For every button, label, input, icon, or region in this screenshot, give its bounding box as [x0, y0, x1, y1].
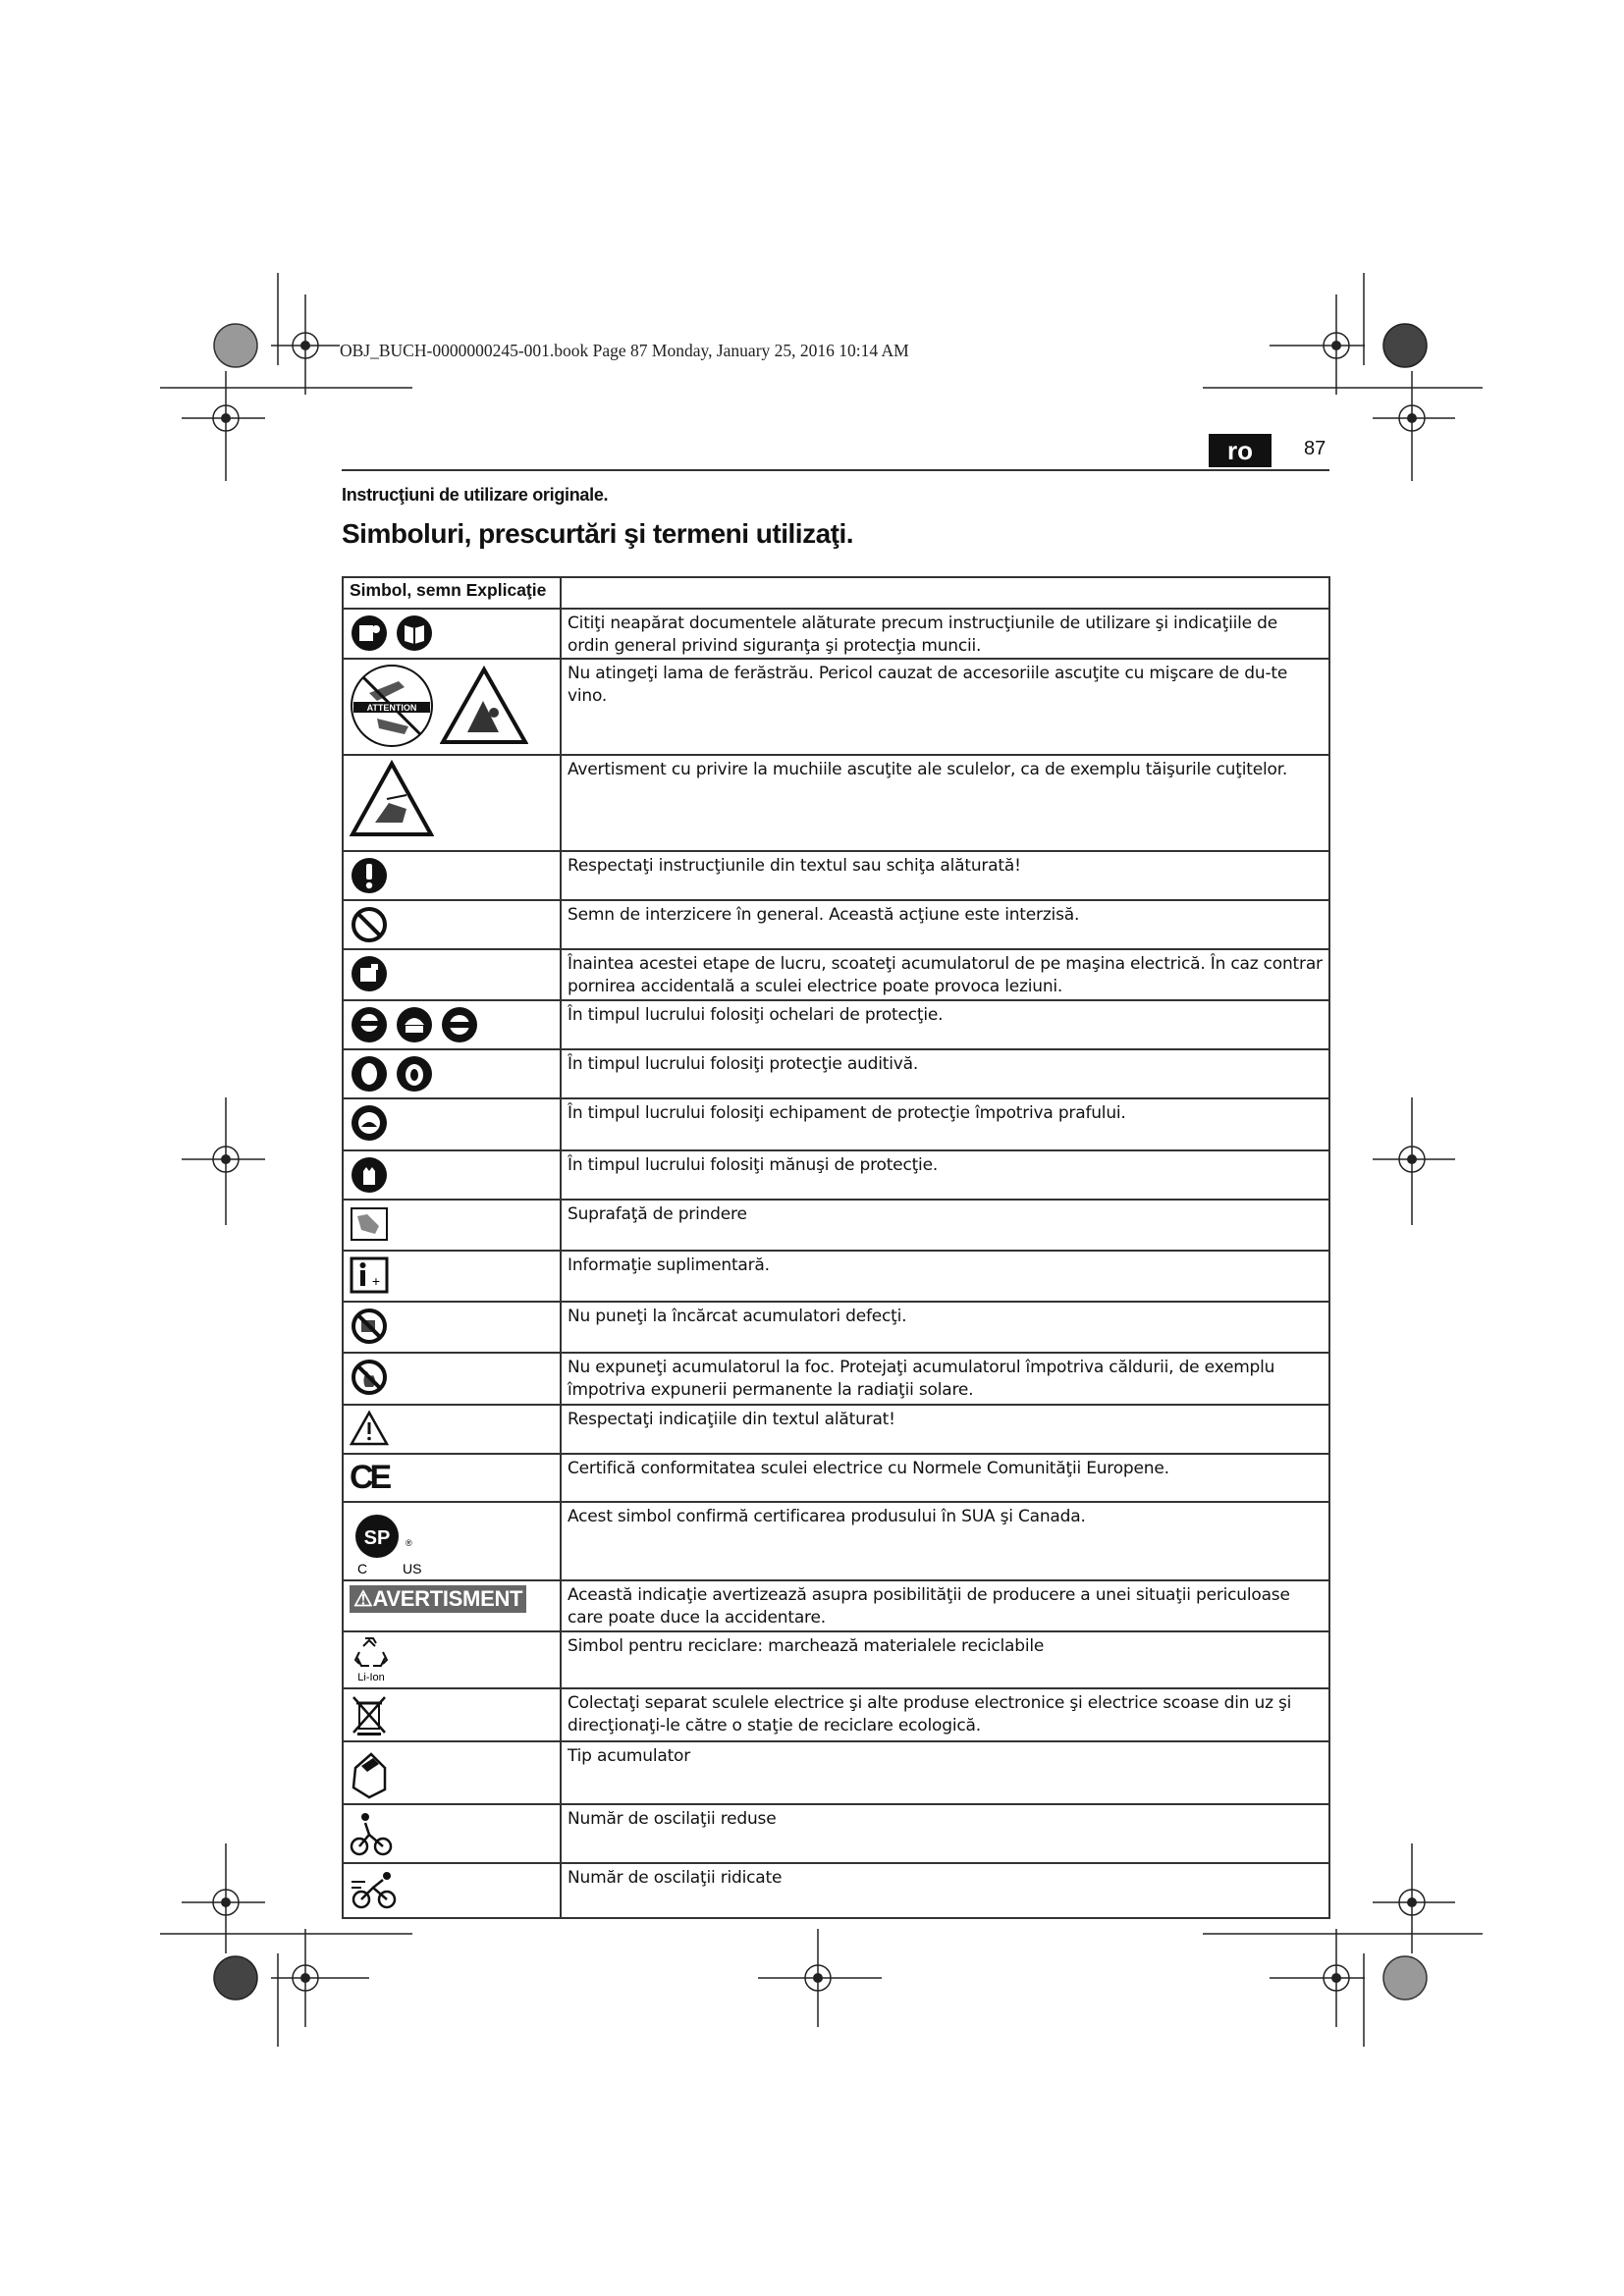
row-text: Înaintea acestei etape de lucru, scoateţi acumulatorul de pe maşina electrică. În caz contrar pornirea accidentală a sculei electrice poate provoca leziuni.	[568, 954, 1323, 996]
svg-text:SP: SP	[363, 1527, 391, 1549]
csa-mark-icon	[350, 1507, 438, 1575]
sharp-edges-warning-icon	[350, 760, 434, 838]
ear-protection-icon	[350, 1054, 389, 1094]
table-row	[343, 1049, 1329, 1098]
header-col2	[561, 577, 1329, 609]
row-text: Acest simbol confirmă certificarea produsului în SUA şi Canada.	[568, 1507, 1086, 1526]
table-row	[343, 1631, 1329, 1688]
table-row	[343, 1251, 1329, 1302]
table-row	[343, 659, 1329, 755]
table-row	[343, 1804, 1329, 1863]
table-row	[343, 755, 1329, 851]
eye-protection-icon	[350, 1005, 389, 1044]
table-row	[343, 1302, 1329, 1353]
row-text: Informaţie suplimentară.	[568, 1255, 770, 1275]
row-text: În timpul lucrului folosiţi echipament de protecţie împotriva prafului.	[568, 1103, 1126, 1123]
row-text: Simbol pentru reciclare: marchează materialele reciclabile	[568, 1636, 1045, 1656]
header-col1: Simbol, semn Explicaţie	[343, 577, 561, 609]
crossed-bin-icon	[350, 1693, 389, 1736]
row-text: Această indicaţie avertizează asupra posibilităţii de producere a unei situaţii periculoase care poate duce la accidentare.	[568, 1585, 1290, 1628]
row-text: Colectaţi separat sculele electrice şi alte produse electronice şi electrice scoase din uz şi direcţionaţi-le către o staţie de reciclare ecologică.	[568, 1693, 1292, 1735]
table-row	[343, 1150, 1329, 1200]
table-row	[343, 1454, 1329, 1502]
row-text: Nu puneţi la încărcat acumulatori defecţi.	[568, 1307, 907, 1326]
table-row	[343, 1580, 1329, 1631]
csa-c-label: C	[357, 1561, 368, 1575]
read-manual-icon	[350, 614, 389, 653]
table-row	[343, 1200, 1329, 1251]
row-text: Semn de interzicere în general. Această acţiune este interzisă.	[568, 905, 1080, 925]
table-row	[343, 609, 1329, 659]
table-row	[343, 949, 1329, 1000]
sharp-accessory-warning-icon	[440, 666, 528, 746]
avertisment-label-text: AVERTISMENT	[372, 1586, 523, 1611]
header-rule	[342, 469, 1329, 471]
symbols-table	[342, 576, 1330, 1919]
remove-battery-icon	[350, 954, 389, 993]
row-text: Respectaţi instrucţiunile din textul sau schiţa alăturată!	[568, 856, 1021, 876]
row-text: Suprafaţă de prindere	[568, 1204, 747, 1224]
gripping-surface-icon	[350, 1204, 389, 1244]
row-text: Avertisment cu privire la muchiile ascuţite ale sculelor, ca de exemplu tăişurile cuţitelor.	[568, 760, 1288, 779]
table-row	[343, 1688, 1329, 1741]
table-header-row	[343, 577, 1329, 609]
table-row	[343, 1405, 1329, 1454]
mandatory-exclamation-icon	[350, 856, 389, 895]
attention-saw-blade-icon	[350, 664, 434, 748]
li-ion-label: Li-Ion	[357, 1672, 385, 1683]
row-text: Citiţi neapărat documentele alăturate precum instrucţiunile de utilizare şi indicaţiile de ordin general privind siguranţa şi protecţia muncii.	[568, 614, 1277, 656]
battery-pack-icon	[350, 1746, 389, 1799]
svg-text:+: +	[371, 1273, 381, 1289]
language-tab: ro	[1209, 434, 1272, 467]
info-plus-icon	[350, 1255, 389, 1295]
prohibition-icon	[350, 905, 389, 944]
dust-mask-icon	[350, 1103, 389, 1143]
table-row	[343, 1098, 1329, 1150]
row-text: Respectaţi indicaţiile din textul alăturat!	[568, 1410, 895, 1429]
slow-cyclist-icon	[350, 1809, 393, 1858]
csa-us-label: US	[403, 1561, 422, 1575]
row-text: În timpul lucrului folosiţi mănuşi de protecţie.	[568, 1155, 939, 1175]
table-row	[343, 1741, 1329, 1804]
goggles-icon	[440, 1005, 479, 1044]
helmet-visor-icon	[395, 1005, 434, 1044]
row-text: În timpul lucrului folosiţi ochelari de protecţie.	[568, 1005, 944, 1025]
table-row	[343, 851, 1329, 900]
no-fire-battery-icon	[350, 1358, 389, 1397]
row-text: În timpul lucrului folosiţi protecţie auditivă.	[568, 1054, 919, 1074]
table-row	[343, 900, 1329, 949]
table-row	[343, 1502, 1329, 1580]
gloves-icon	[350, 1155, 389, 1195]
fast-cyclist-icon	[350, 1868, 401, 1911]
earmuffs-icon	[395, 1054, 434, 1094]
page-number: 87	[1304, 438, 1326, 459]
file-header: OBJ_BUCH-0000000245-001.book Page 87 Monday, January 25, 2016 10:14 AM	[340, 341, 909, 360]
row-text: Număr de oscilaţii reduse	[568, 1809, 777, 1829]
table-row	[343, 1353, 1329, 1405]
no-charge-defective-icon	[350, 1307, 389, 1346]
table-row	[343, 1863, 1329, 1918]
svg-text:®: ®	[406, 1538, 412, 1548]
subtitle: Instrucţiuni de utilizare originale.	[342, 485, 609, 505]
attention-label: ATTENTION	[366, 703, 417, 713]
row-text: Nu atingeţi lama de ferăstrău. Pericol cauzat de accesoriile ascuţite cu mişcare de du-te vino.	[568, 664, 1288, 706]
page-title: Simboluri, prescurtări şi termeni utilizaţi.	[342, 518, 854, 549]
ce-mark-icon: CE	[350, 1459, 389, 1496]
row-text: Tip acumulator	[568, 1746, 691, 1766]
warning-triangle-icon	[350, 1410, 389, 1447]
recycling-li-ion-icon	[350, 1634, 393, 1683]
row-text: Certifică conformitatea sculei electrice cu Normele Comunităţii Europene.	[568, 1459, 1169, 1478]
row-text: Număr de oscilaţii ridicate	[568, 1868, 783, 1888]
row-text: Nu expuneţi acumulatorul la foc. Protejaţi acumulatorul împotriva căldurii, de exemplu împotriva expunerii permanente la radiaţii solare.	[568, 1358, 1275, 1400]
table-row	[343, 1000, 1329, 1049]
book-icon	[395, 614, 434, 653]
avertisment-label-icon: ⚠AVERTISMENT	[350, 1585, 526, 1613]
